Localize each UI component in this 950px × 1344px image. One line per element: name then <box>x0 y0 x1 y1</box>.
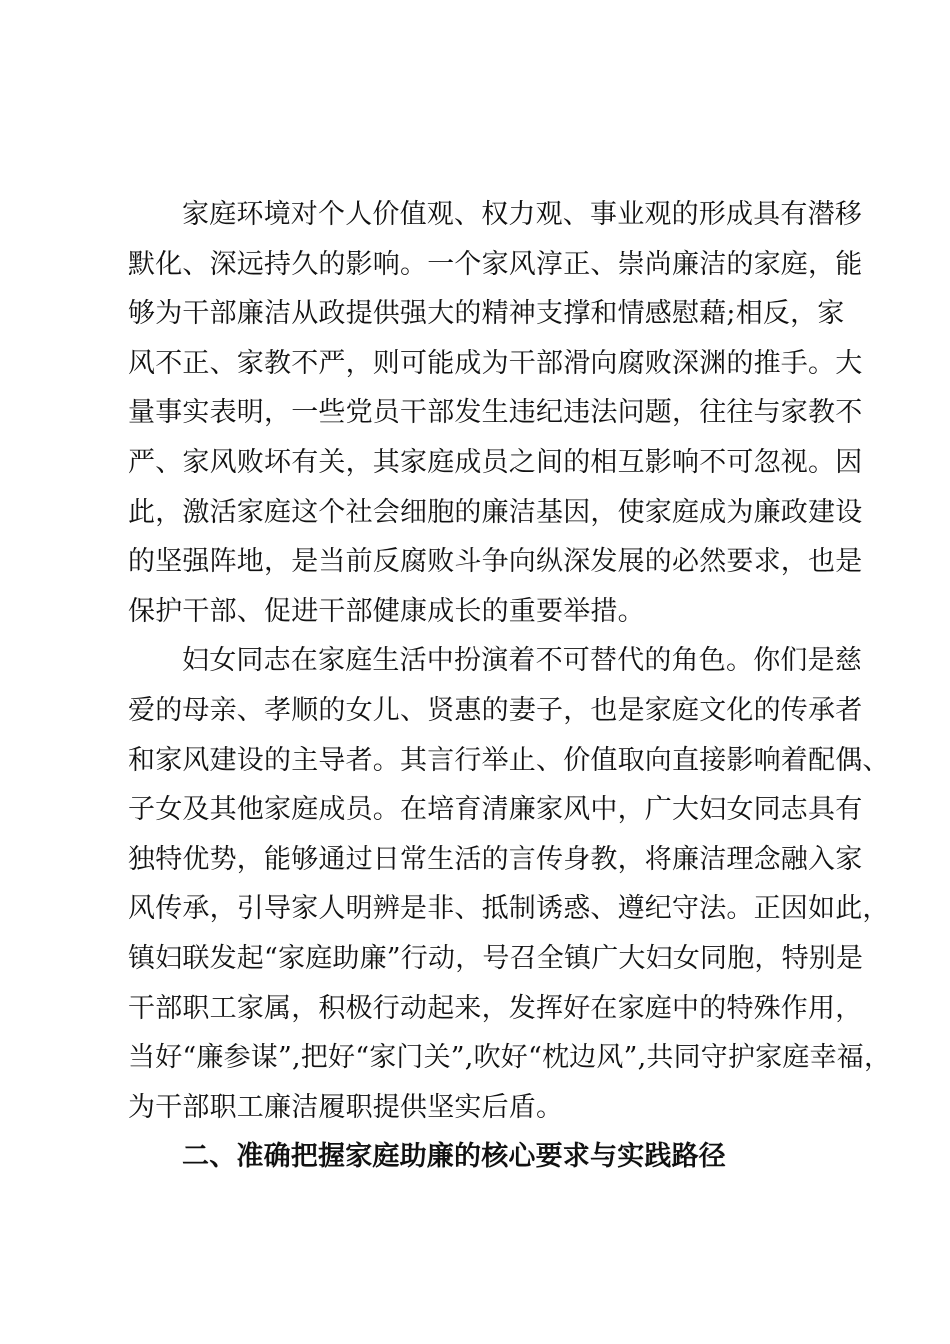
paragraph-line: 保护干部、促进干部健康成长的重要举措。 <box>128 595 645 627</box>
paragraph-line: 够为干部廉洁从政提供强大的精神支撑和情感慰藉;相反，家 <box>128 298 845 330</box>
paragraph-line: 独特优势，能够通过日常生活的言传身教，将廉洁理念融入家 <box>128 843 863 875</box>
section-heading: 二、准确把握家庭助廉的核心要求与实践路径 <box>182 1141 726 1173</box>
paragraph-line: 风不正、家教不严，则可能成为干部滑向腐败深渊的推手。大 <box>128 347 863 379</box>
paragraph-1 <box>128 190 863 636</box>
paragraph-line: 默化、深远持久的影响。一个家风淳正、崇尚廉洁的家庭，能 <box>128 248 863 280</box>
paragraph-line: 量事实表明，一些党员干部发生违纪违法问题，往往与家教不 <box>128 397 863 429</box>
paragraph-line: 干部职工家属，积极行动起来，发挥好在家庭中的特殊作用， <box>128 992 863 1024</box>
paragraph-line: 严、家风败坏有关，其家庭成员之间的相互影响不可忽视。因 <box>128 446 863 478</box>
paragraph-line: 家庭环境对个人价值观、权力观、事业观的形成具有潜移 <box>182 199 862 230</box>
paragraph-line: 和家风建设的主导者。其言行举止、价值取向直接影响着配偶、 <box>128 744 890 776</box>
paragraph-2 <box>128 636 892 1132</box>
paragraph-line: 当好“廉参谋”,把好“家门关”,吹好“枕边风”,共同守护家庭幸福， <box>128 1042 892 1074</box>
paragraph-line: 子女及其他家庭成员。在培育清廉家风中，广大妇女同志具有 <box>128 794 863 826</box>
paragraph-line: 为干部职工廉洁履职提供坚实后盾。 <box>128 1091 564 1123</box>
document-body <box>128 190 892 1182</box>
paragraph-line: 妇女同志在家庭生活中扮演着不可替代的角色。你们是慈 <box>182 645 862 677</box>
paragraph-line: 的坚强阵地，是当前反腐败斗争向纵深发展的必然要求，也是 <box>128 546 863 578</box>
paragraph-line: 风传承，引导家人明辨是非、抵制诱惑、遵纪守法。正因如此， <box>128 893 890 925</box>
paragraph-line: 此，激活家庭这个社会细胞的廉洁基因，使家庭成为廉政建设 <box>128 496 863 528</box>
paragraph-line: 镇妇联发起“家庭助廉”行动，号召全镇广大妇女同胞，特别是 <box>128 942 864 974</box>
paragraph-line: 爱的母亲、孝顺的女儿、贤惠的妻子，也是家庭文化的传承者 <box>128 694 863 726</box>
